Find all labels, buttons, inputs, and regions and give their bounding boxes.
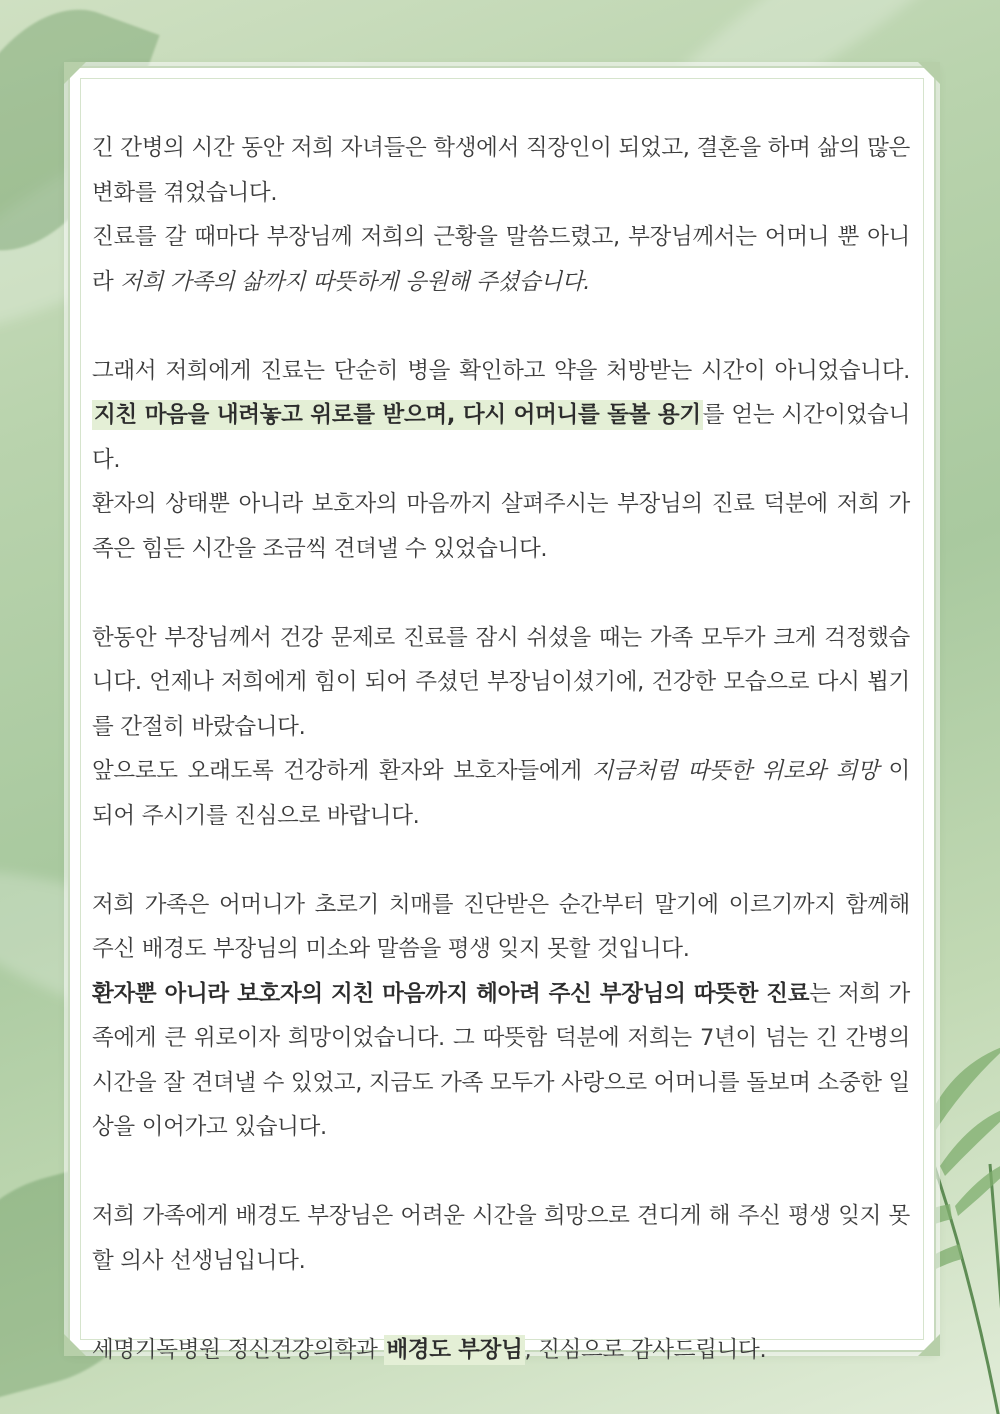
paragraph-3-text-end: 이 되어 주시기를 진심으로 바랍니다. [92, 758, 910, 829]
paragraph-1-line-2 [92, 215, 910, 304]
paragraph-3b [92, 749, 910, 838]
paragraph-1-text: 진료를 갈 때마다 부장님께 저희의 근황을 말씀드렸고, 부장님께서는 어머니 뿐 아니라 [92, 224, 910, 295]
paragraph-3-italic: 지금처럼 따뜻한 위로와 희망 [591, 758, 879, 784]
closing-highlight: 배경도 부장님 [386, 1336, 523, 1363]
paragraph-2-text: 그래서 저희에게 진료는 단순히 병을 확인하고 약을 처방받는 시간이 아니었습니다. [92, 357, 910, 384]
paragraph-4-text: 는 저희 가족에게 큰 위로이자 희망이었습니다. 그 따뜻함 덕분에 저희는 7년이 넘는 긴 간병의 시간을 잘 견뎌낼 수 있었고, 지금도 가족 모두가 사랑으로 어머니를 돌보며 소중한 일상을 이어가고 있습니다. [92, 980, 910, 1140]
paragraph-1-line-1: 긴 간병의 시간 동안 저희 자녀들은 학생에서 직장인이 되었고, 결혼을 하며 삶의 많은 변화를 겪었습니다. [92, 135, 910, 206]
paragraph-5: 저희 가족에게 배경도 부장님은 어려운 시간을 희망으로 견디게 해 주신 평생 잊지 못할 의사 선생님입니다. [92, 1203, 910, 1274]
letter-body [92, 126, 910, 1372]
paragraph-4b [92, 972, 910, 1150]
paragraph-4-bold: 환자뿐 아니라 보호자의 지친 마음까지 헤아려 주신 부장님의 따뜻한 진료 [92, 980, 810, 1007]
closing-text: 세명기독병원 정신건강의학과 [92, 1336, 385, 1363]
paragraph-3: 한동안 부장님께서 건강 문제로 진료를 잠시 쉬셨을 때는 가족 모두가 크게 걱정했습니다. 언제나 저희에게 힘이 되어 주셨던 부장님이셨기에, 건강한 모습으로 다시 뵙기를 간절히 바랐습니다. [92, 624, 910, 740]
paragraph-2-highlight: 지친 마음을 내려놓고 위로를 받으며, 다시 어머니를 돌볼 용기 [94, 402, 701, 428]
paragraph-2 [92, 349, 910, 483]
paragraph-2b: 환자의 상태뿐 아니라 보호자의 마음까지 살펴주시는 부장님의 진료 덕분에 저희 가족은 힘든 시간을 조금씩 견뎌낼 수 있었습니다. [92, 491, 910, 562]
paragraph-1-italic: 저희 가족의 삶까지 따뜻하게 응원해 주셨습니다. [120, 268, 591, 295]
closing-text-end: , 진심으로 감사드립니다. [524, 1336, 767, 1363]
paragraph-2-text-end: 를 얻는 시간이었습니다. [92, 402, 910, 473]
paragraph-4: 저희 가족은 어머니가 초로기 치매를 진단받은 순간부터 말기에 이르기까지 함께해 주신 배경도 부장님의 미소와 말씀을 평생 잊지 못할 것입니다. [92, 891, 910, 962]
paragraph-3-text: 앞으로도 오래도록 건강하게 환자와 보호자들에게 [92, 758, 592, 784]
closing-line [92, 1328, 910, 1373]
